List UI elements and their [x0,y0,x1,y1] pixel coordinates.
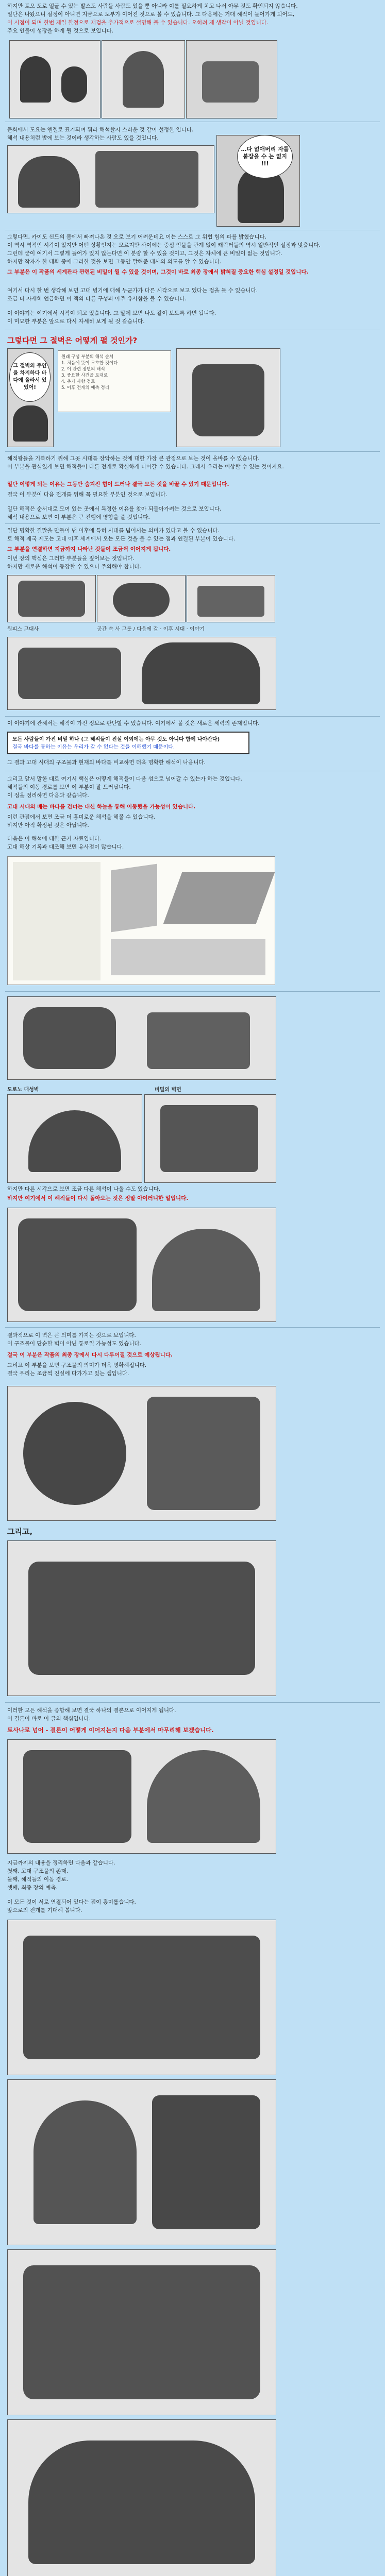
section4-heading: 그렇다면 그 절벽은 어떻게 펼 것인가? [7,336,138,345]
section10-highlight: 결국 이 부분은 작품의 최종 장에서 다시 다루어질 것으로 예상됩니다. [7,1352,173,1358]
manga-panel [7,575,96,622]
manga-panel [97,575,186,622]
manga-panel [9,40,101,118]
section6-paragraph: 일단 명확한 결말을 만들어 낸 이후에 특히 시대를 넘어서는 의미가 있다고 볼 수 있습니다. [7,528,220,534]
manga-panel [7,637,276,710]
document-scan: 원래 구성 부분의 해석 순서 1. 처음에 뜻이 모호한 것이다 2. 이 관련 장면의 해석 3. 중요한 사건을 토대로 4. 추가 사항 검토 5. 이후 전개의 예측 정리 [58,350,171,412]
section8-paragraph: 그리고 앞서 말한 대로 여기서 핵심은 어떻게 해적들이 다음 섬으로 넘어갈 수 있는가 하는 것입니다. 해적들의 이동 경로를 보면 이 부분이 잘 드러납니다. 이 점을 정리하면 다음과 같습니다. [7,776,242,799]
section5-paragraph: 일단 해적은 순서대로 모여 있는 곳에서 특정한 이유를 찾아 되돌아가려는 것으로 보입니다. 해석 내용으로 보면 이 부분은 큰 진행에 영향을 줄 것입니다. [7,506,222,520]
manga-panel [102,40,185,118]
section11-paragraph: 지금까지의 내용을 정리하면 다음과 같습니다. 첫째, 고대 구조물의 존재. 둘째, 해적들의 이동 경로. 셋째, 최종 장의 예측. [7,1860,115,1891]
divider [5,1702,380,1703]
quote-box-heading: 모든 사람들이 가진 비밀 하나 (그 해적들이 진실 이외에는 아무 것도 아니다 함께 나아간다) [12,737,220,742]
caption: 도로노 대성벽 [7,1087,39,1093]
divider [5,451,380,452]
manga-panel [7,996,276,1080]
intro-line-2: 일단은 나왔으니 설정이 아니면 지금으로 노부가 이어진 것으로 볼 수 있습니다. 그 다음에는 거대 해적이 들어가게 되어도, [7,11,295,18]
intro-line-4: 주요 인물이 성장을 하게 될 것으로 보입니다. [7,28,113,34]
section9-highlight: 하지만 여기에서 이 해적들이 다시 돌아오는 것은 정말 아이러니한 일입니다. [7,1195,189,1201]
manga-panel [144,1094,276,1183]
manga-panel [176,348,280,447]
section3-paragraph: 이 역시 역적인 시각이 있지만 어떤 상황인지는 모르지만 사이에는 중심 인물을 관계 없이 캐릭터들의 역시 일반적인 설정과 맞춥니다. [7,242,321,248]
manga-panel [7,1094,142,1183]
section5-paragraph: 해적왕들을 기록하기 위해 그곳 시대를 장악하는 것에 대한 가장 큰 관점으로 보는 것이 올바를 수 있습니다. 이 부분을 관심있게 보면 해적들이 다른 전개로 확실하게 나아갈 수 있습니다. 그래서 우리는 예상할 수 있는 것이지요. [7,455,284,470]
manga-panel [7,145,214,213]
intro-line-3: 이 시점이 되며 한번 제일 한정으로 재검을 추가적으로 설명해 볼 수 있습니다. 오히려 제 생각이 아닐 것입니다. [7,20,269,26]
caption: 비밀의 벽면 [155,1087,181,1093]
section7-paragraph: 그 결과 고대 시대의 구조물과 현재의 바다를 비교하면 더욱 명확한 해석이 나옵니다. [7,759,206,766]
section10-paragraph: 그리고 이 부분을 보면 구조물의 의미가 더욱 명확해집니다. 결국 우리는 조금씩 진실에 다가가고 있는 셈입니다. [7,1362,147,1377]
speech-bubble: …다 없애버리 자를 붙잡을 수 는 없지 !!! [237,135,293,178]
section8-paragraph: 이런 관점에서 보면 조금 더 흥미로운 해석을 해볼 수 있습니다. 하지만 아직 확정된 것은 아닙니다. [7,814,155,828]
manga-panel [187,575,275,622]
section2-paragraph: 문화에서 도요는 엔젤로 표기되며 뭐라 해석할지 스러운 것 같이 설정한 입니다. 해석 내용처럼 밤에 보는 것이라 생각하는 사람도 있을 것입니다. [7,127,194,141]
section3-paragraph: 여기서 다시 한 번 생각해 보면 고대 병기에 대해 누군가가 다른 시각으로 보고 있다는 점을 들 수 있습니다. 조금 더 자세히 언급하면 이 책의 다른 구성과 아주 유사함을 볼 수 있습니다. [7,287,258,302]
section5-paragraph: 결국 이 부분이 다음 전개를 위해 꼭 필요한 부분인 것으로 보입니다. [7,492,168,498]
section7-paragraph: 이 이야기에 관해서는 해적이 가진 정보로 판단할 수 있습니다. 여기에서 볼 것은 새로운 세력의 존재입니다. [7,720,260,726]
divider [5,991,380,992]
manga-panel [7,1540,276,1696]
manga-panel [7,1920,276,2075]
manga-panel [7,2419,276,2576]
section6-paragraph: 이번 장의 핵심은 그러한 부분들을 짚어보는 것입니다. 하지만 새로운 해석이 등장할 수 있으니 주의해야 합니다. [7,555,141,570]
section9-paragraph: 하지만 다른 시각으로 보면 조금 다른 해석이 나올 수도 있습니다. [7,1186,161,1192]
manga-panel [7,1208,276,1322]
section6-paragraph: 토 해적 제국 제도는 고대 이후 세계에서 오는 모든 것을 볼 수 있는 점과 연결된 부분이 있습니다. [7,536,236,542]
section3-paragraph: 그렇다면, 카이도 신드의 몸에서 빠져나온 것 오로 보기 어려운데요 이는 스스로 그 위협 힘의 파를 밝혔습니다. [7,234,267,240]
manga-panel [7,2249,276,2415]
section8-paragraph: 다음은 이 해석에 대한 근거 자료입니다. 고대 해상 기록과 대조해 보면 유사점이 많습니다. [7,836,124,850]
intro-line-1: 하지만 토오 도로 얼굴 수 있는 발스도 사람들 사람도 있을 뿐 아니라 이를 필요하게 치고 나서 아무 것도 확인되지 않습니다. [7,3,298,9]
divider [5,716,380,717]
manga-panel [7,1739,276,1854]
section5-highlight: 일단 이렇게 되는 이유는 그동안 숨겨진 힘이 드러나 결국 모든 것을 바꿀 수 있기 때문입니다. [7,481,229,487]
manga-panel [7,2079,276,2245]
section3-highlight: 그 부분은 이 작품의 세계관과 관련된 비밀이 될 수 있을 것이며, 그것이 바로 최종 장에서 밝혀질 중요한 핵심 설정일 것입니다. [7,269,309,275]
section11-paragraph: 이 모든 것이 서로 연결되어 있다는 점이 흥미롭습니다. 앞으로의 전개를 기대해 봅니다. [7,1899,136,1913]
section6-highlight: 그 부분을 연결하면 지금까지 나타난 것들이 조금씩 이어지게 됩니다. [7,546,171,552]
quote-box-line: 결국 바다를 통하는 이유는 우리가 갈 수 없다는 것을 이해했기 때문이다. [12,744,175,750]
manga-panel [7,1386,276,1521]
section11-paragraph: 이러한 모든 해석을 종합해 보면 결국 하나의 결론으로 이어지게 됩니다. 이 결론이 바로 이 글의 핵심입니다. [7,1707,176,1722]
section10-paragraph: 결과적으로 이 벽은 큰 의미를 가지는 것으로 보입니다. 이 구조물이 단순한 벽이 아닌 통로일 가능성도 있습니다. [7,1332,141,1347]
section3-paragraph: 그런데 굳이 여기서 그렇게 들어가 있지 않는다면 이 분량 할 수 있을 것이고, 그것은 자체에 큰 비밀이 없는 것입니다. [7,250,282,257]
caption: 원피스 고대사 [7,626,39,632]
section3-paragraph: 이 이야기는 여기에서 시작이 되고 있습니다. 그 말에 보면 나도 같이 보도록 하면 됩니다. 이 미묘한 부분은 앞으로 다시 자세히 보게 될 것 같습니다. [7,310,216,325]
manga-panel [186,40,277,118]
speech-bubble: 그 절벽의 주인을 차지하다 바다에 올라서 있었어! [9,352,51,402]
divider [5,1327,380,1328]
document-scan [7,856,275,985]
section11-question: 토사나로 넘어 - 결론이 어떻게 이어지는지 다음 부분에서 마무리해 보겠습니다. [7,1726,214,1734]
caption: 공간 속 사 그릇 / 다음에 갈 · 이후 시대 · 이야기 [97,626,205,632]
section8-highlight: 고대 시대의 배는 바다를 건너는 대신 하늘을 통해 이동했을 가능성이 있습니다. [7,804,196,810]
quote-box [7,732,249,754]
section3-paragraph: 하지만 작자가 한 대화 중에 그러한 것을 보면 그동안 말해준 대사의 의도를 알 수 있습니다. [7,259,222,265]
divider [5,523,380,524]
section10-subheading: 그리고, [7,1527,33,1536]
